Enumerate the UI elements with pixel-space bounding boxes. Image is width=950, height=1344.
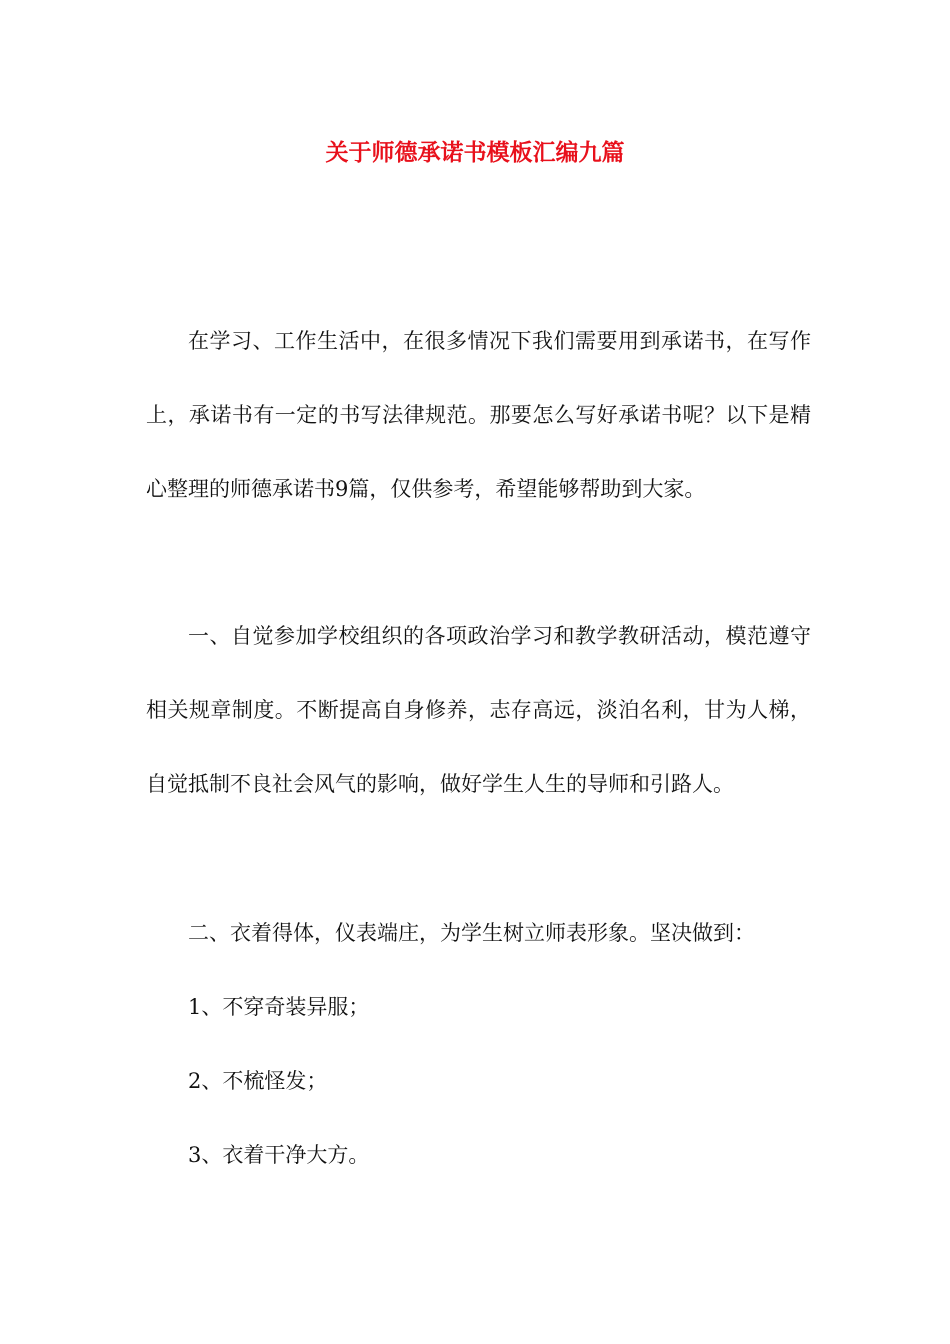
- paragraph-item-two: 二、衣着得体，仪表端庄，为学生树立师表形象。坚决做到：: [188, 921, 755, 945]
- list-item: 2、不梳怪发；: [188, 1069, 328, 1093]
- list-item: 1、不穿奇装异服；: [188, 995, 370, 1019]
- paragraph-intro: 在学习、工作生活中，在很多情况下我们需要用到承诺书，在写作上，承诺书有一定的书写法律规范。那要怎么写好承诺书呢？以下是精心整理的师德承诺书9篇，仅供参考，希望能够帮助到大家。: [146, 329, 811, 501]
- document-title: 关于师德承诺书模板汇编九篇: [325, 139, 625, 166]
- paragraph-item-one: 一、自觉参加学校组织的各项政治学习和教学教研活动，模范遵守相关规章制度。不断提高自身修养，志存高远，淡泊名利，甘为人梯，自觉抵制不良社会风气的影响，做好学生人生的导师和引路人。: [146, 624, 811, 796]
- list-item: 3、衣着干净大方。: [188, 1143, 370, 1167]
